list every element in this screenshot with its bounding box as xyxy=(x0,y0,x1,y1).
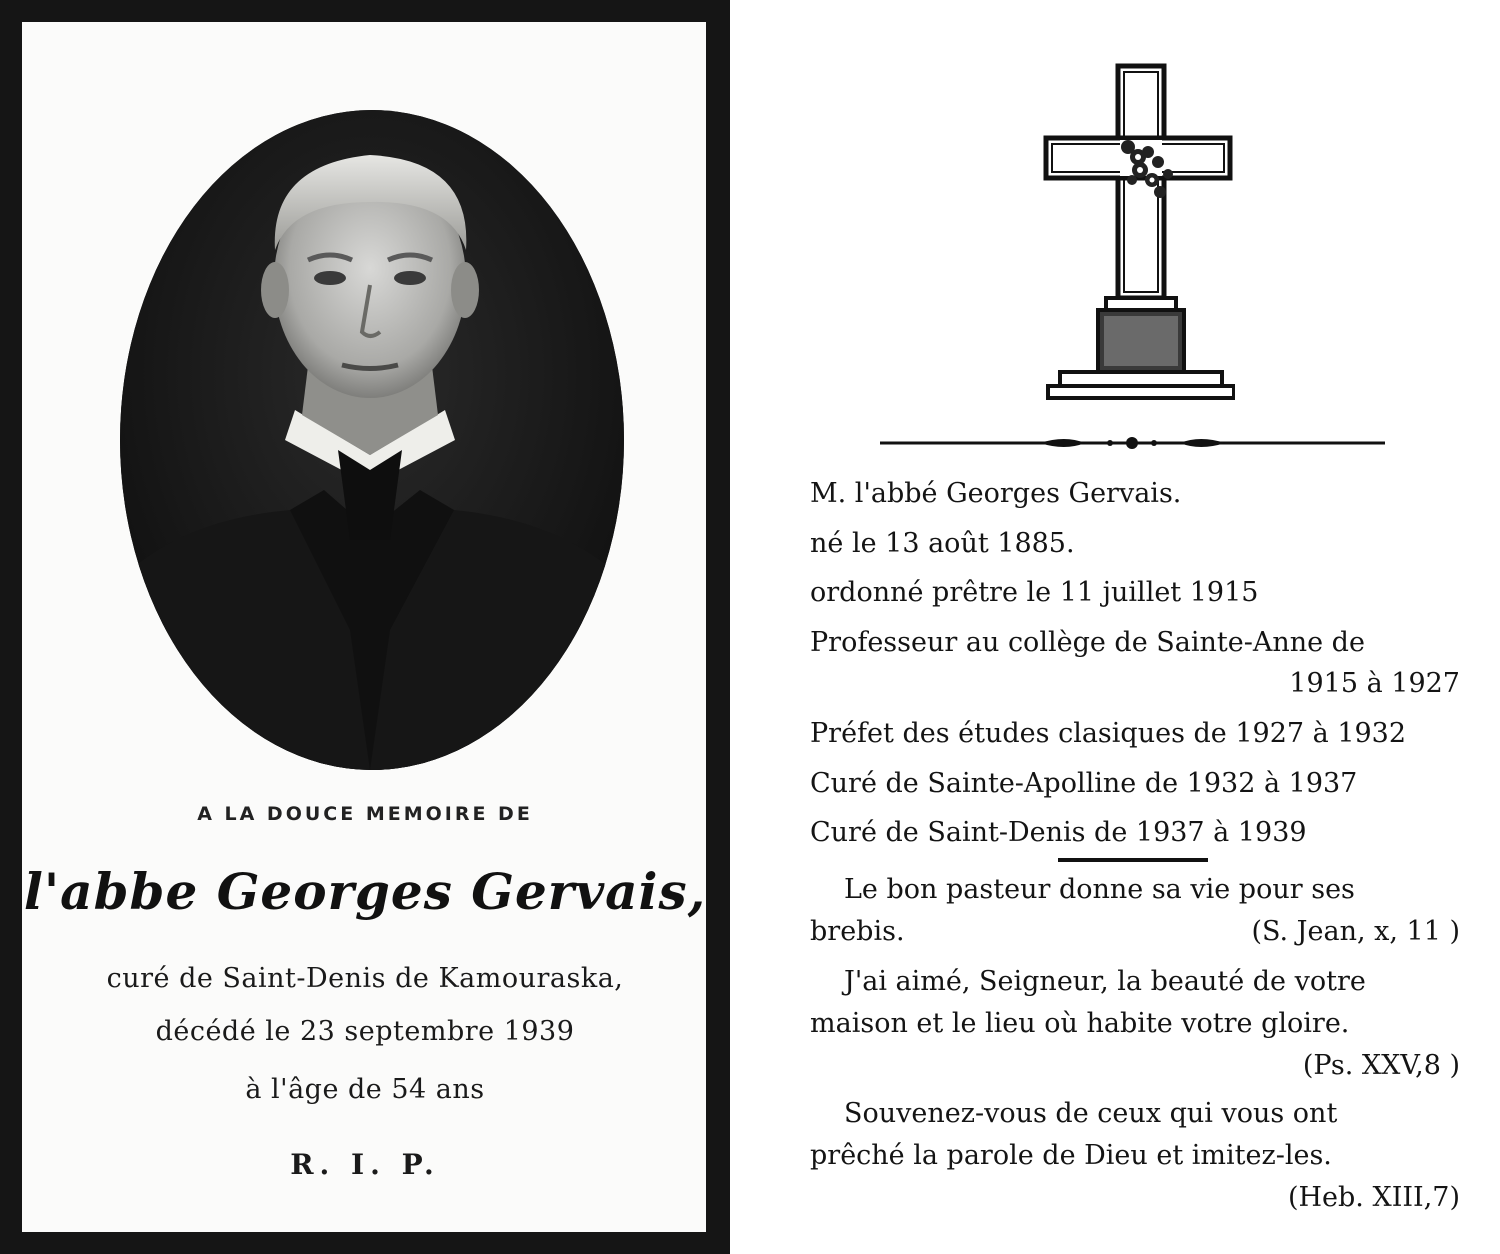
cross-icon xyxy=(1040,62,1235,402)
career-item: Curé de Saint-Denis de 1937 à 1939 xyxy=(810,817,1307,848)
deceased-name: l'abbe Georges Gervais, xyxy=(23,862,707,921)
ordination-line: ordonné prêtre le 11 juillet 1915 xyxy=(810,577,1259,608)
dedication-heading: A LA DOUCE MEMOIRE DE xyxy=(197,803,533,825)
quote-line: Souvenez-vous de ceux qui vous ont xyxy=(844,1098,1338,1129)
quote-reference: (S. Jean, x, 11 ) xyxy=(1251,916,1460,947)
career-item-continuation: 1915 à 1927 xyxy=(1289,668,1460,699)
age-line: à l'âge de 54 ans xyxy=(245,1074,485,1105)
birth-line: né le 13 août 1885. xyxy=(810,528,1075,559)
quote-text: brebis. xyxy=(810,916,905,947)
ornamental-divider xyxy=(880,428,1385,458)
quote-line: maison et le lieu où habite votre gloire. xyxy=(810,1008,1350,1039)
section-rule xyxy=(1058,858,1208,862)
priest-portrait-image xyxy=(120,110,624,770)
rip-text: R. I. P. xyxy=(290,1148,440,1181)
career-item: Préfet des études clasiques de 1927 à 1932 xyxy=(810,718,1407,749)
career-item: Curé de Sainte-Apolline de 1932 à 1937 xyxy=(810,768,1358,799)
quote-reference: (Ps. XXV,8 ) xyxy=(1302,1050,1460,1081)
quote-line: prêché la parole de Dieu et imitez-les. xyxy=(810,1140,1332,1171)
parish-line: curé de Saint-Denis de Kamouraska, xyxy=(106,963,624,994)
death-date-line: décédé le 23 septembre 1939 xyxy=(155,1016,575,1047)
career-item: Professeur au collège de Sainte-Anne de xyxy=(810,627,1365,658)
quote-line: Le bon pasteur donne sa vie pour ses xyxy=(844,874,1355,905)
portrait-photo xyxy=(120,110,624,770)
full-name-line: M. l'abbé Georges Gervais. xyxy=(810,478,1182,509)
quote-reference: (Heb. XIII,7) xyxy=(1287,1182,1460,1213)
quote-line: J'ai aimé, Seigneur, la beauté de votre xyxy=(844,966,1366,997)
quote-line xyxy=(810,916,1460,947)
